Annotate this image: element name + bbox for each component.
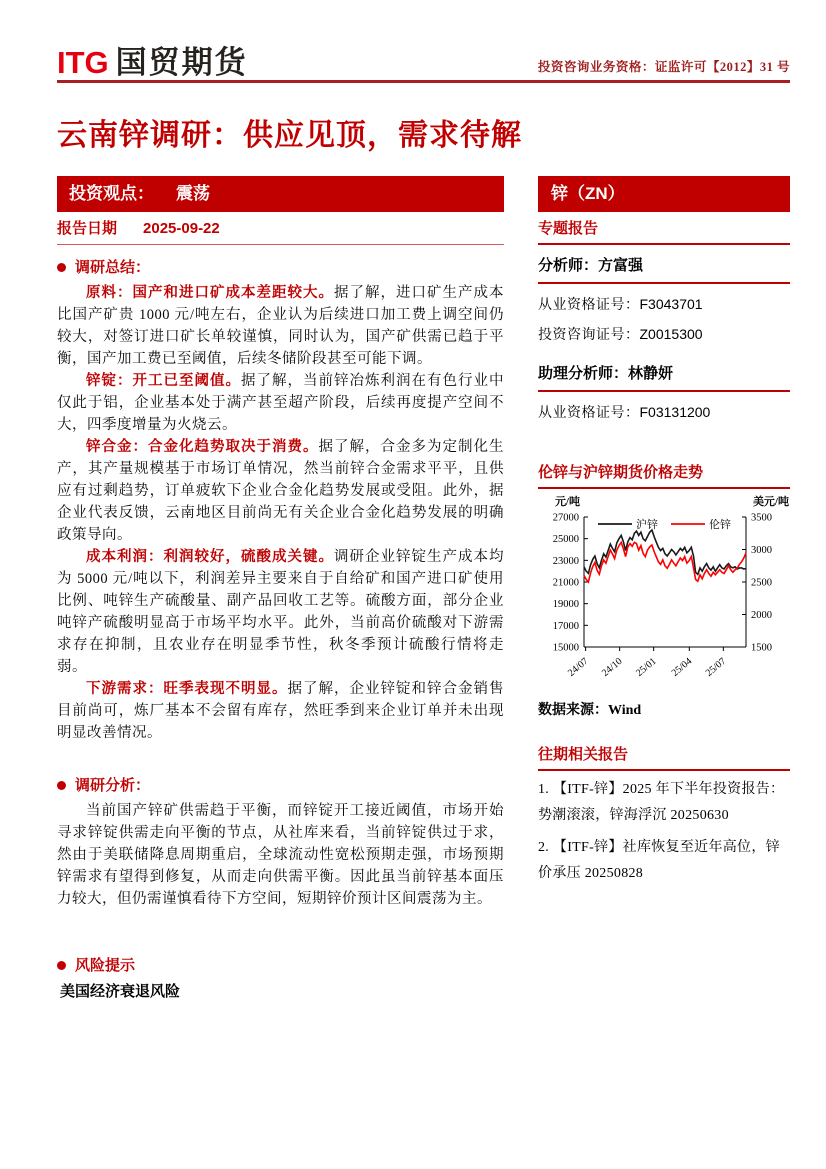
side-column: [538, 254, 790, 887]
left-axis-unit: 元/吨: [554, 496, 580, 508]
summary-heading-label: 调研总结：: [75, 260, 151, 276]
svg-text:24/07: 24/07: [566, 655, 591, 679]
investment-view-bar: [57, 176, 504, 212]
chart-block: [538, 461, 790, 719]
cert-value: F03131200: [639, 404, 711, 420]
risk-text: 美国经济衰退风险: [60, 984, 181, 1000]
paragraph-lead: 锌锭：开工已至阈值。: [86, 373, 241, 389]
logo-itg-text: ITG: [57, 45, 109, 80]
analysis-heading-label: 调研分析：: [75, 778, 151, 794]
chart-area: [538, 493, 790, 698]
legend-label-shfe: 沪锌: [636, 519, 658, 531]
svg-text:3500: 3500: [751, 512, 772, 524]
paragraph-lead: 下游需求：旺季表现不明显。: [86, 681, 288, 697]
header: [57, 36, 790, 78]
risk-heading-label: 风险提示: [75, 958, 136, 974]
product-bar: [538, 176, 790, 212]
svg-text:24/10: 24/10: [600, 655, 625, 679]
analysis-paragraph: 当前国产锌矿供需趋于平衡，而锌锭开工接近阈值，市场开始寻求锌锭供需走向平衡的节点，从社库来看，当前锌锭供过于求，然由于美联储降息周期重启，全球流动性宽松预期走强，市场预期锌需求有望得到修复，从而走向供需平衡。因此虽当前锌基本面压力较大，但仍需谨慎看待下方空间，短期锌价预计区间震荡为主。: [57, 803, 504, 907]
cert-row: [538, 398, 790, 428]
bullet-icon: [57, 263, 66, 272]
svg-text:25/07: 25/07: [703, 655, 729, 679]
paragraph-text: 调研企业锌锭生产成本均为 5000 元/吨以下，利润差异主要来自于自给矿和国产进口矿使用比例、吨锌生产硫酸量、副产品回收工艺等。硫酸方面，部分企业吨锌产硫酸明显高于市场平均水平。此外，当前高价硫酸对下游需求存在抑制，且农业存在明显季节性，秋冬季预计硫酸行情将走弱。: [57, 549, 504, 675]
paragraph-lead: 原料：国产和进口矿成本差距较大。: [86, 285, 334, 301]
paragraph-text: 据了解，当前锌冶炼利润在有色行业中仅此于铝，企业基本处于满产甚至超产阶段，后续再度提产空间不大，四季度增量为火烧云。: [57, 373, 504, 433]
cert-value: Z0015300: [639, 326, 703, 342]
bullet-icon: [57, 961, 66, 970]
company-logo: [57, 47, 248, 78]
page-title: 云南锌调研：供应见顶，需求待解: [57, 119, 522, 152]
paragraph-lead: 成本利润：利润较好，硫酸成关键。: [86, 549, 334, 565]
svg-text:21000: 21000: [552, 577, 579, 589]
right-axis-unit: 美元/吨: [752, 496, 789, 508]
investment-view-label: 投资观点：: [69, 184, 154, 203]
cert-label: 从业资格证号：: [538, 298, 640, 313]
cert-label: 投资咨询证号：: [538, 328, 640, 343]
qualification-text: 投资咨询业务资格：证监许可【2012】31 号: [537, 60, 790, 74]
price-chart: [538, 493, 791, 693]
investment-view-value: 震荡: [176, 184, 210, 203]
cert-row: [538, 320, 790, 350]
cert-value: F3043701: [639, 296, 703, 312]
svg-text:2000: 2000: [751, 610, 772, 621]
analysis-section: [57, 774, 504, 910]
summary-heading: [57, 256, 504, 280]
analysis-heading: [57, 774, 504, 798]
svg-text:25/04: 25/04: [669, 655, 695, 679]
summary-paragraph: [57, 370, 504, 436]
cert-label: 从业资格证号：: [538, 406, 640, 421]
assistant-block: [538, 362, 790, 428]
report-date-label: 报告日期: [57, 221, 118, 237]
history-item: 2. 【ITF-锌】社库恢复至近年高位，锌价承压 20250828: [538, 840, 780, 881]
analyst-certs: [538, 290, 790, 350]
history-block: [538, 743, 790, 887]
history-title: 往期相关报告: [538, 743, 790, 771]
paragraph-text: 据了解，企业锌锭和锌合金销售目前尚可，炼厂基本不会留有库存，然旺季到来企业订单并未出现明显改善情况。: [57, 681, 504, 741]
summary-paragraph: [57, 282, 504, 370]
svg-text:19000: 19000: [552, 599, 579, 611]
header-divider: [57, 80, 790, 83]
chart-title: 伦锌与沪锌期货价格走势: [538, 461, 790, 489]
legend-label-lme: 伦锌: [709, 519, 731, 531]
svg-text:27000: 27000: [552, 512, 579, 524]
logo-company-name: 国贸期货: [115, 45, 248, 80]
svg-text:1500: 1500: [751, 642, 772, 654]
report-date-row: [57, 213, 504, 245]
svg-text:3000: 3000: [751, 545, 772, 556]
svg-text:23000: 23000: [552, 555, 579, 567]
axis-lines: [584, 517, 746, 647]
data-source: 数据来源：Wind: [538, 703, 642, 718]
svg-text:15000: 15000: [552, 642, 579, 654]
bullet-icon: [57, 781, 66, 790]
summary-paragraph: [57, 436, 504, 546]
svg-text:25000: 25000: [552, 534, 579, 546]
paragraph-text: 据了解，合金多为定制化生产，其产量规模基于市场订单情况，然当前锌合金需求平平，且供应有过剩趋势，订单疲软下企业合金化趋势发展或受阻。此外，据企业代表反馈，云南地区目前尚无有关企业合金化趋势发展的明确政策导向。: [57, 439, 504, 543]
svg-text:2500: 2500: [751, 577, 772, 589]
report-type-label: 专题报告: [538, 221, 599, 237]
summary-paragraph: [57, 546, 504, 678]
risk-heading: [57, 954, 504, 978]
risk-section: [57, 954, 504, 1004]
product-name: 锌（ZN）: [551, 184, 625, 203]
analyst-name: 分析师：方富强: [538, 254, 790, 284]
svg-text:17000: 17000: [552, 620, 579, 632]
summary-paragraph: [57, 678, 504, 744]
paragraph-text: 据了解，进口矿生产成本比国产矿贵 1000 元/吨左右，企业认为后续进口加工费上调空间仍较大，对签订进口矿长单较谨慎，同时认为，国产矿供需已趋于平衡，国产加工费已至阈值，后续冬储阶段甚至可能下调。: [57, 285, 504, 367]
paragraph-lead: 锌合金：合金化趋势取决于消费。: [86, 439, 319, 455]
report-type-row: [538, 213, 790, 245]
history-item: 1. 【ITF-锌】2025 年下半年投资报告：势潮滚滚，锌海浮沉 20250630: [538, 782, 785, 823]
series-沪锌: [584, 530, 746, 574]
assistant-name: 助理分析师：林静妍: [538, 362, 790, 392]
cert-row: [538, 290, 790, 320]
svg-text:25/01: 25/01: [634, 655, 659, 679]
report-date-value: 2025-09-22: [143, 220, 220, 237]
main-content: [57, 256, 504, 1004]
